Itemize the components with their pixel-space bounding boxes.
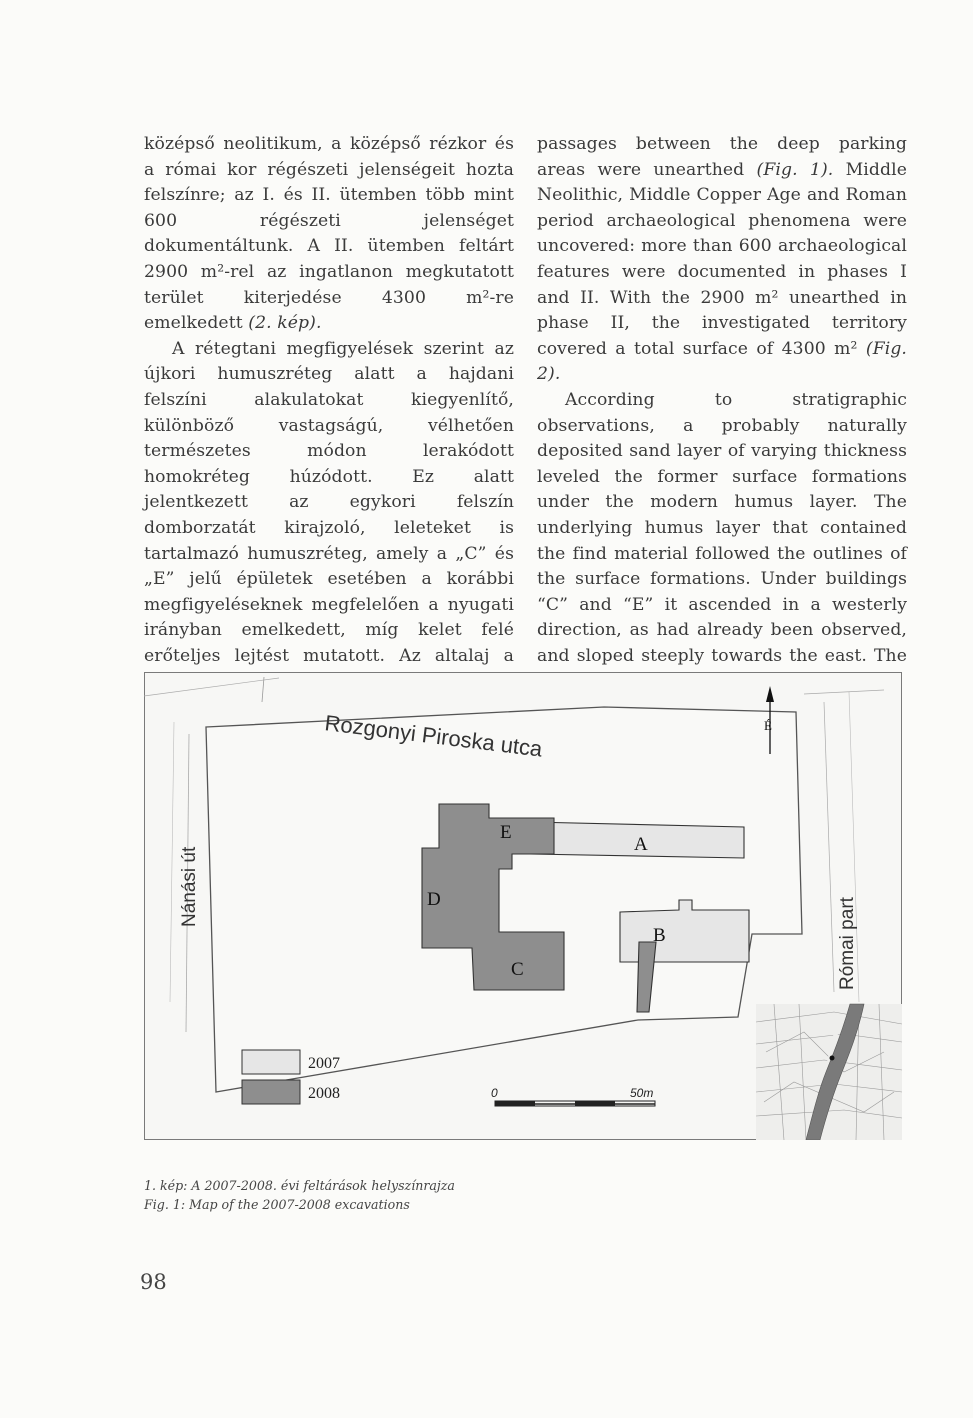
street-west-label: Nánási út: [179, 846, 200, 927]
page-number: 98: [140, 1270, 167, 1294]
street-north-label: Rozgonyi Piroska utca: [323, 710, 544, 762]
left-column-text: [144, 132, 514, 721]
site-map-figure: [144, 672, 902, 1140]
caption-hungarian: 1. kép: A 2007-2008. évi feltárások helyszínrajza: [144, 1178, 455, 1193]
legend-label-2007: 2007: [308, 1055, 340, 1072]
north-letter: É: [764, 718, 772, 733]
label-c: C: [511, 959, 524, 980]
hu-paragraph-2: A rétegtani megfigyelések szerint az újkori humuszréteg alatt a hajdani felszíni alakulatokat kiegyenlítő, különböző vastagságú, vélhetően természetes módon lerakódott homokréteg húzódott. Ez alatt jelentkezett az egykori felszín domborzatát kirajzoló, leleteket is tartalmazó humuszréteg, amely a „C” és „E” jelű épületek esetében a korábbi megfigyeléseknek megfelelően a nyugati irányban emelkedett, míg kelet felé erőteljes lejtést mutatott. Az altalaj a: [144, 338, 514, 666]
caption-english: Fig. 1: Map of the 2007-2008 excavations: [144, 1197, 410, 1212]
scale-end: 50m: [630, 1086, 654, 1100]
label-e: E: [500, 822, 512, 843]
label-d: D: [427, 889, 441, 910]
legend-label-2008: 2008: [308, 1085, 340, 1102]
right-column-text: [537, 132, 907, 695]
scale-start: 0: [491, 1086, 498, 1100]
site-map: [144, 672, 902, 1140]
legend-swatch-2008: [242, 1080, 300, 1104]
label-b: B: [653, 925, 666, 946]
fig-reference: (Fig. 2).: [537, 338, 907, 385]
street-east-label: Római part: [837, 897, 858, 990]
inset-city-map: [756, 1004, 902, 1140]
legend-swatch-2007: [242, 1050, 300, 1074]
hu-paragraph-1: középső neolitikum, a középső rézkor és a római kor régészeti jelenségeit hozta felszínre; az I. és II. ütemben több mint 600 régészeti jelenséget dokumentáltunk. A II. ütemben feltárt 2900 m²-rel az ingatlanon megkutatott terület kiterjedése 4300 m²-re emelkedett (2. kép).: [144, 134, 514, 334]
en-paragraph-2: According to stratigraphic observations, a probably naturally deposited sand layer of varying thickness leveled the former surface formations under the modern humus layer. The underlying humus layer that contained the find material followed the outlines of the surface formations. Under buildings “C” and “E” it ascended in a westerly direction, as had already been observed, and sloped steeply towards the east. The: [537, 389, 907, 666]
fig-reference: (2. kép).: [248, 313, 322, 334]
fig-reference: (Fig. 1).: [756, 159, 834, 180]
en-paragraph-1: passages between the deep parking areas were unearthed (Fig. 1). Middle Neolithic, Middle Copper Age and Roman period archaeological phenomena were uncovered: more than 600 archaeological features were documented in phases I and II. With the 2900 m² unearthed in phase II, the investigated territory covered a total surface of 4300 m² (Fig. 2).: [537, 134, 907, 385]
label-a: A: [634, 834, 648, 855]
